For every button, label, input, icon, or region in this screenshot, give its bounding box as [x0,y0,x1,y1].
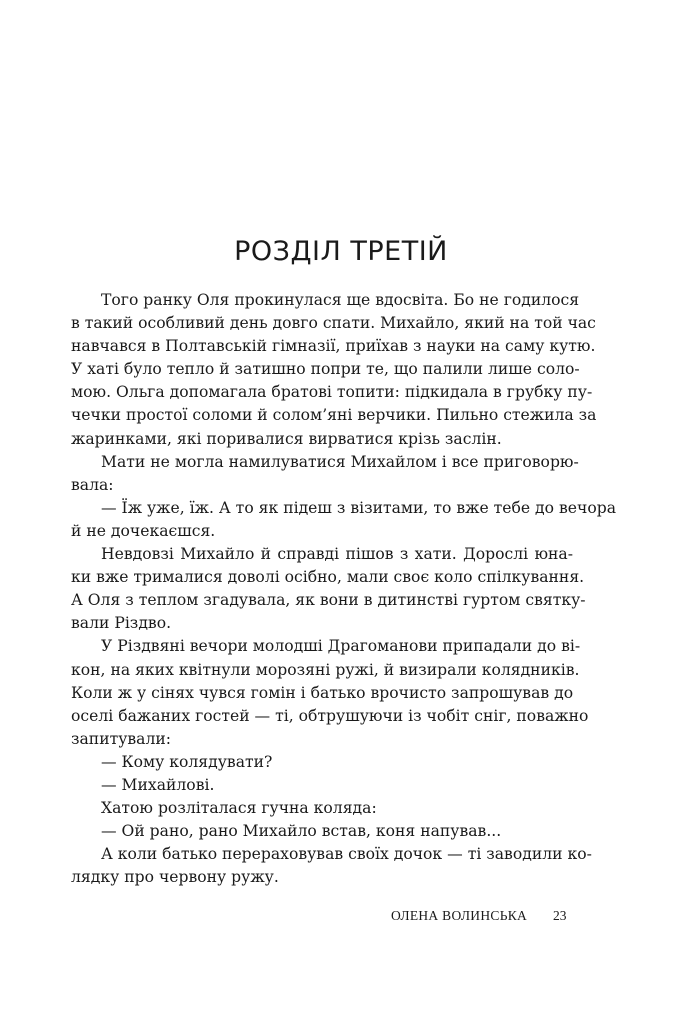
text-line: ки вже трималися доволі осібно, мали своє коло спілкування. [71,568,585,587]
text-line: Невдовзі Михайло й справді пішов з хати. Дорослі юна- [101,545,573,564]
text-line: лядку про червону ружу. [71,868,279,887]
text-line: Коли ж у сінях чувся гомін і батько врочисто запрошував до [71,683,574,702]
text-line: Того ранку Оля прокинулася ще вдосвіта. Бо не годилося [101,291,580,309]
text-line: й не дочекаєшся. [71,521,216,540]
text-line: У Різдвяні вечори молодші Драгоманови припадали до ві- [101,637,581,656]
text-line: Хатою розліталася гучна коляда: [101,799,377,818]
text-line: А Оля з теплом згадувала, як вони в дитинстві гуртом святку- [71,591,586,610]
text-line: — Ой рано, рано Михайло встав, коня напував... [101,822,502,841]
text-line: У хаті було тепло й затишно попри те, що палили лише соло- [71,360,580,379]
body-text [71,289,616,889]
text-line: оселі бажаних гостей — ті, обтрушуючи із чобіт сніг, поважно [71,706,589,725]
text-line: — Михайлові. [101,775,215,794]
chapter-title: РОЗДІЛ ТРЕТІЙ [234,236,448,267]
text-line: — Кому колядувати? [101,752,273,771]
text-line: в такий особливий день довго спати. Михайло, який на той час [71,314,596,333]
text-line: вали Різдво. [71,614,172,633]
text-line: мою. Ольга допомагала братові топити: підкидала в грубку пу- [71,383,593,402]
text-line: запитували: [71,729,172,748]
text-line: чечки простої соломи й солом’яні верчики. Пильно стежила за [71,406,597,425]
running-head-author: ОЛЕНА ВОЛИНСЬКА [391,908,528,923]
text-line: Мати не могла намилуватися Михайлом і все приговорю- [101,452,579,471]
text-line: кон, на яких квітнули морозяні ружі, й визирали колядників. [71,660,580,679]
text-line: вала: [71,475,114,494]
page-number: 23 [553,908,567,923]
text-line: навчався в Полтавській гімназії, приїхав з науки на саму кутю. [71,337,596,356]
text-line: жаринками, які поривалися вирватися крізь заслін. [71,429,502,448]
text-line: — Їж уже, їж. А то як підеш з візитами, то вже тебе до вечора [101,498,616,517]
text-line: А коли батько перераховував своїх дочок — ті заводили ко- [101,845,592,864]
